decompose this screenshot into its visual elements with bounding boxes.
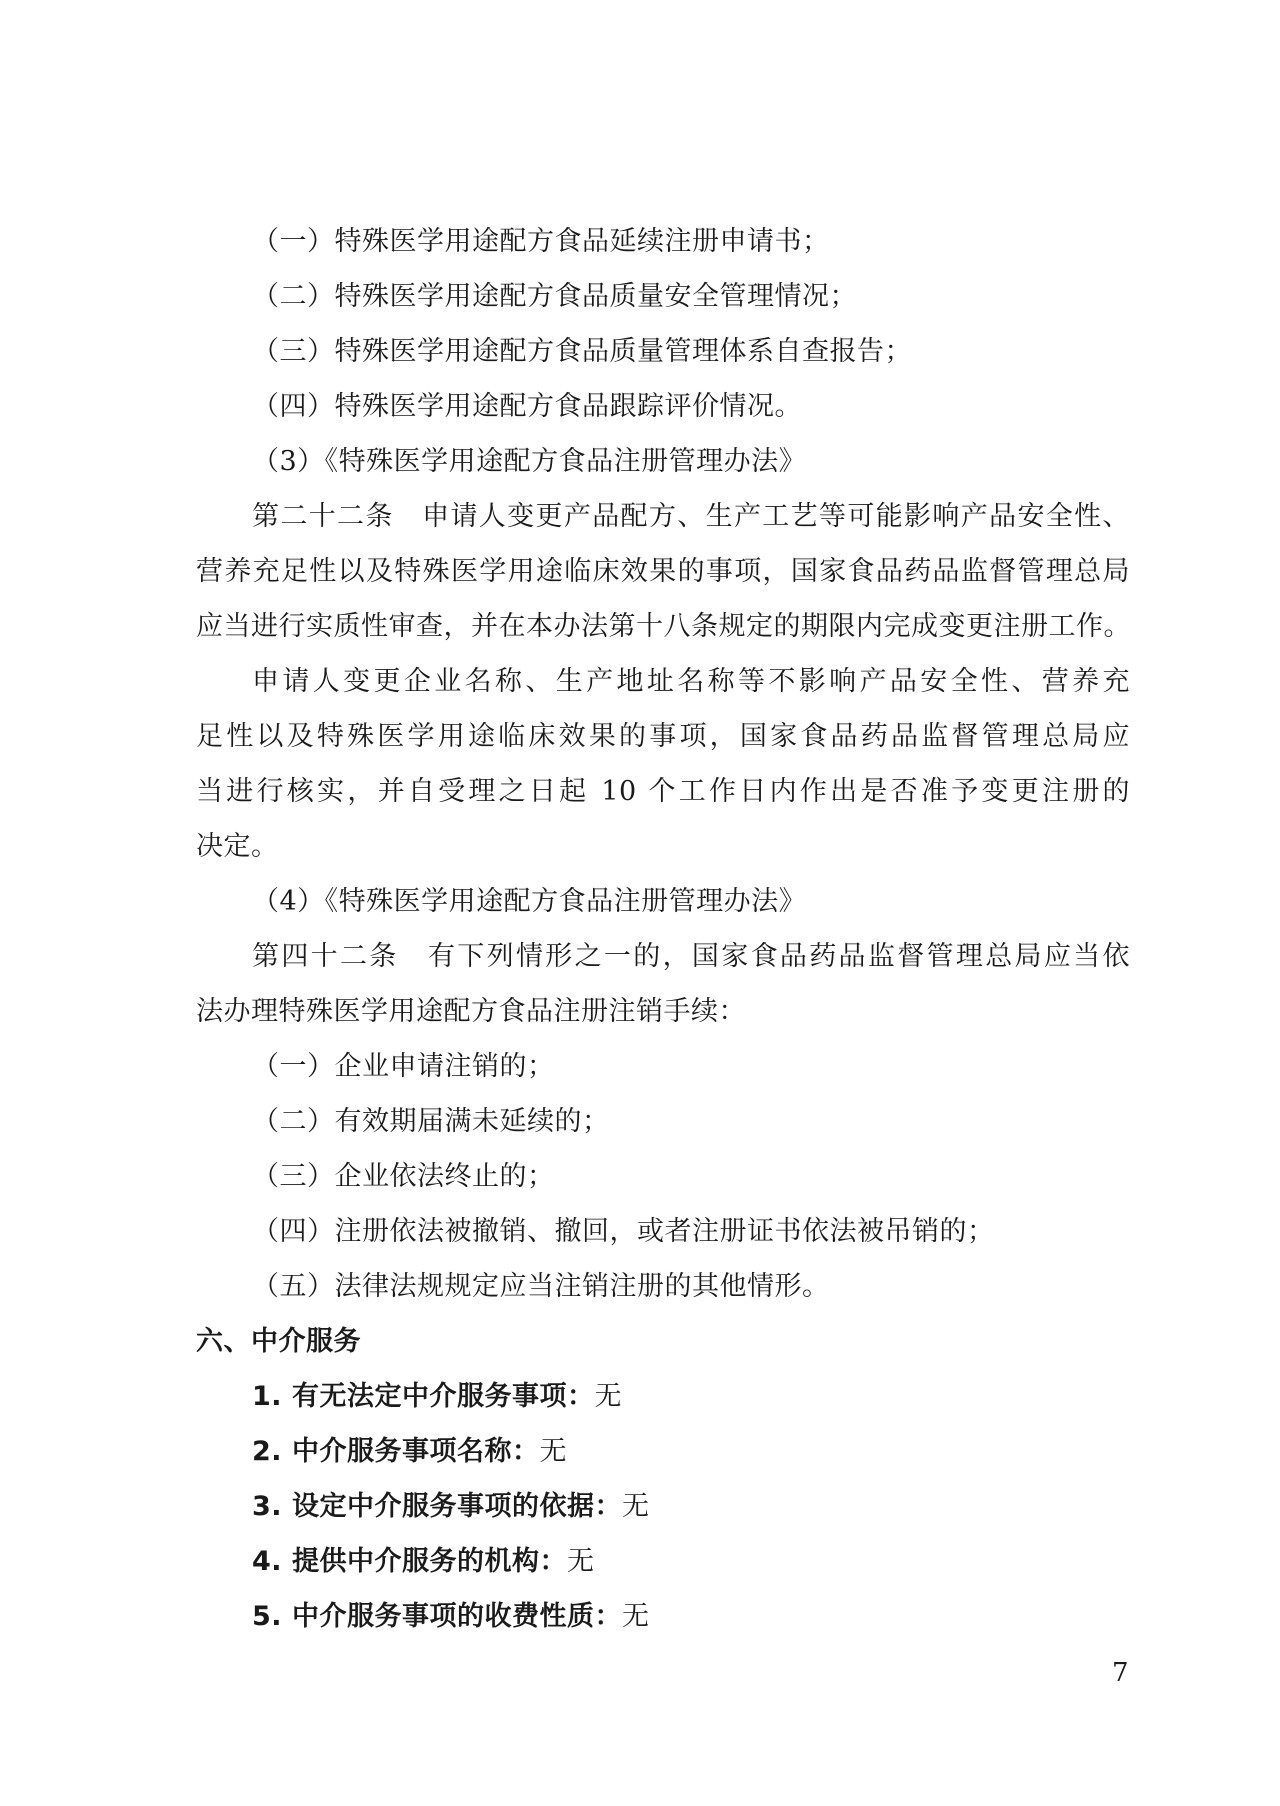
paragraph-line: 法办理特殊医学用途配方食品注册注销手续： <box>196 996 746 1027</box>
paragraph-line: 足性以及特殊医学用途临床效果的事项，国家食品药品监督管理总局应 <box>196 721 1130 752</box>
list-item: （一）企业申请注销的； <box>252 1051 555 1082</box>
citation-heading: （4）《特殊医学用途配方食品注册管理办法》 <box>252 886 807 917</box>
paragraph-line: 第四十二条 有下列情形之一的，国家食品药品监督管理总局应当依 <box>252 941 1130 972</box>
info-item-value: 无 <box>566 1546 595 1577</box>
info-item-value: 无 <box>621 1491 650 1522</box>
paragraph-line: 当进行核实，并自受理之日起 10 个工作日内作出是否准予变更注册的 <box>196 776 1130 807</box>
info-item-label: 1. 有无法定中介服务事项： <box>252 1381 595 1412</box>
section-heading: 六、中介服务 <box>196 1326 361 1357</box>
paragraph-line: 应当进行实质性审查，并在本办法第十八条规定的期限内完成变更注册工作。 <box>196 611 1131 642</box>
list-item: （五）法律法规规定应当注销注册的其他情形。 <box>252 1271 830 1302</box>
paragraph-line: 第二十二条 申请人变更产品配方、生产工艺等可能影响产品安全性、 <box>252 501 1130 532</box>
info-item-label: 3. 设定中介服务事项的依据： <box>252 1491 622 1522</box>
info-item <box>252 1432 567 1472</box>
list-item: （四）注册依法被撤销、撤回，或者注册证书依法被吊销的； <box>252 1216 995 1247</box>
info-item-label: 4. 提供中介服务的机构： <box>252 1546 567 1577</box>
info-item-value: 无 <box>621 1601 650 1632</box>
list-item: （一）特殊医学用途配方食品延续注册申请书； <box>252 226 830 257</box>
info-item <box>252 1542 594 1582</box>
list-item: （二）有效期届满未延续的； <box>252 1106 610 1137</box>
list-item: （四）特殊医学用途配方食品跟踪评价情况。 <box>252 391 802 422</box>
citation-heading: （3）《特殊医学用途配方食品注册管理办法》 <box>252 446 807 477</box>
paragraph-line: 申请人变更企业名称、生产地址名称等不影响产品安全性、营养充 <box>252 666 1130 697</box>
list-item: （三）企业依法终止的； <box>252 1161 555 1192</box>
list-item: （二）特殊医学用途配方食品质量安全管理情况； <box>252 281 857 312</box>
info-item <box>252 1597 649 1637</box>
paragraph-line: 决定。 <box>196 831 279 862</box>
info-item <box>252 1487 649 1527</box>
list-item: （三）特殊医学用途配方食品质量管理体系自查报告； <box>252 336 912 367</box>
info-item <box>252 1377 622 1417</box>
paragraph-line: 营养充足性以及特殊医学用途临床效果的事项，国家食品药品监督管理总局 <box>196 556 1130 587</box>
info-item-label: 5. 中介服务事项的收费性质： <box>252 1601 622 1632</box>
info-item-value: 无 <box>539 1436 567 1467</box>
info-item-value: 无 <box>594 1381 622 1412</box>
page-number: 7 <box>1112 1658 1129 1688</box>
info-item-label: 2. 中介服务事项名称： <box>252 1436 540 1467</box>
